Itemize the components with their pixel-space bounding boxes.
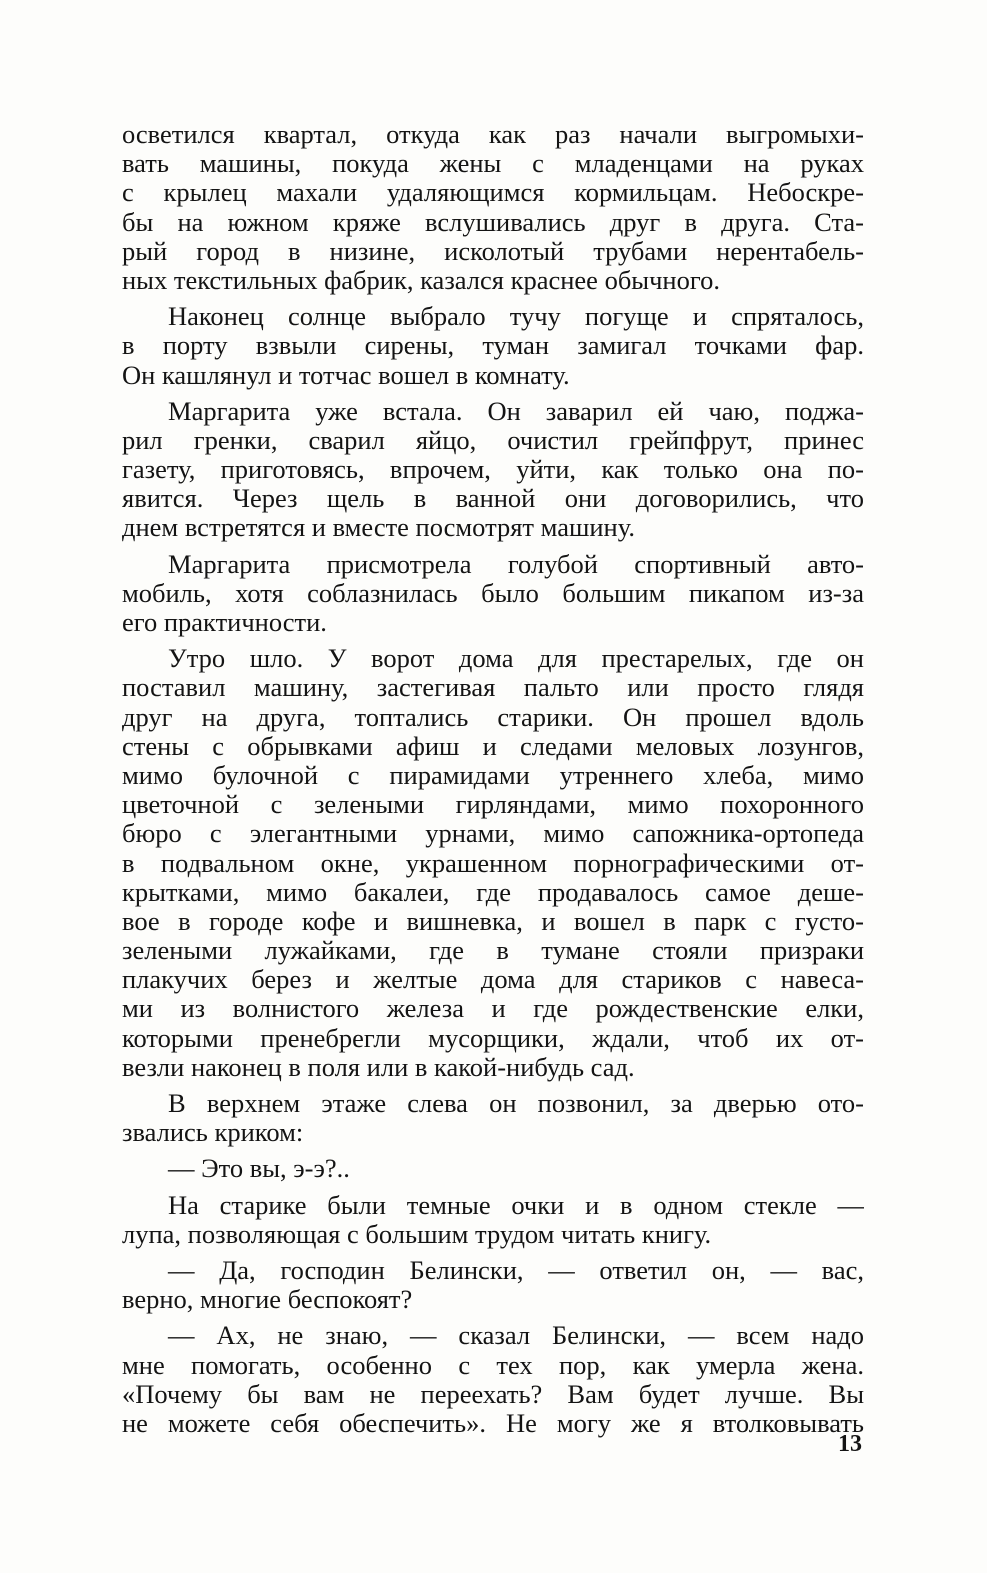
text-line: крытками, мимо бакалеи, где продавалось самое деше-	[122, 877, 864, 907]
text-line: осветился квартал, откуда как раз начали выгромыхи-	[122, 120, 864, 149]
text-line: рый город в низине, исколотый трубами нерентабель-	[122, 236, 864, 266]
dialogue-line: — Ах, не знаю, — сказал Белински, — всем надо	[168, 1321, 864, 1351]
text-line: его практичности.	[122, 608, 327, 637]
text-line: Наконец солнце выбрало тучу погуще и спряталось,	[168, 302, 864, 332]
text-line: с крылец махали удаляющимся кормильцам. Небоскре-	[122, 178, 864, 208]
text-line: Маргарита присмотрела голубой спортивный авто-	[168, 549, 864, 579]
text-line: Маргарита уже встала. Он заварил ей чаю, поджа-	[168, 396, 864, 426]
text-line: цветочной с зелеными гирляндами, мимо похоронного	[122, 790, 864, 820]
text-line: в подвальном окне, украшенном порнографическими от-	[122, 848, 864, 878]
text-line: ми из волнистого железа и где рождественские елки,	[122, 994, 864, 1024]
text-line: днем встретятся и вместе посмотрят машину.	[122, 513, 635, 543]
text-line: мне помогать, особенно с тех пор, как умерла жена.	[122, 1350, 864, 1380]
dialogue-line: — Это вы, э-э?..	[168, 1154, 350, 1184]
text-line: поставил машину, застегивая пальто или просто глядя	[122, 673, 864, 703]
text-line: лупа, позволяющая с большим трудом читать книгу.	[122, 1219, 712, 1249]
page-number: 13	[838, 1431, 862, 1457]
text-line: Он кашлянул и тотчас вошел в комнату.	[122, 360, 570, 390]
text-line: «Почему бы вам не переехать? Вам будет лучше. Вы	[122, 1379, 864, 1409]
text-line: На старике были темные очки и в одном стекле —	[168, 1190, 864, 1220]
text-line: бы на южном кряже вслушивались друг в друга. Ста-	[122, 207, 864, 237]
text-line: везли наконец в поля или в какой-нибудь сад.	[122, 1052, 635, 1082]
body-text	[122, 120, 864, 1438]
text-line: Утро шло. У ворот дома для престарелых, где он	[168, 644, 864, 674]
text-line: плакучих берез и желтые дома для стариков с навеса-	[122, 965, 864, 995]
text-line: верно, многие беспокоят?	[122, 1285, 413, 1315]
dialogue-line: — Да, господин Белински, — ответил он, — вас,	[168, 1255, 864, 1285]
text-line: В верхнем этаже слева он позвонил, за дверью ото-	[168, 1089, 864, 1118]
text-line: мимо булочной с пирамидами утреннего хлеба, мимо	[122, 760, 864, 790]
text-line: в порту взвыли сирены, туман замигал точками фар.	[122, 331, 864, 361]
text-line: которыми пренебрегли мусорщики, ждали, чтоб их от-	[122, 1023, 864, 1053]
text-line: вое в городе кофе и вишневка, и вошел в парк с густо-	[122, 906, 864, 936]
text-line: зелеными лужайками, где в тумане стояли призраки	[122, 936, 864, 966]
text-line: стены с обрывками афиш и следами меловых лозунгов,	[122, 731, 864, 761]
text-line: бюро с элегантными урнами, мимо сапожника-ортопеда	[122, 819, 864, 849]
text-line: газету, приготовясь, впрочем, уйти, как только она по-	[122, 455, 864, 485]
text-line: рил гренки, сварил яйцо, очистил грейпфрут, принес	[122, 425, 864, 455]
text-line: друг на друга, топтались старики. Он прошел вдоль	[122, 702, 864, 732]
text-line: явится. Через щель в ванной они договорились, что	[122, 484, 864, 514]
text-line: не можете себя обеспечить». Не могу же я втолковывать	[122, 1408, 864, 1438]
text-line: мобиль, хотя соблазнилась было большим пикапом из-за	[122, 578, 864, 608]
text-line: вать машины, покуда жены с младенцами на руках	[122, 149, 864, 179]
text-line: звались криком:	[122, 1118, 304, 1148]
text-line: ных текстильных фабрик, казался краснее обычного.	[122, 265, 720, 295]
